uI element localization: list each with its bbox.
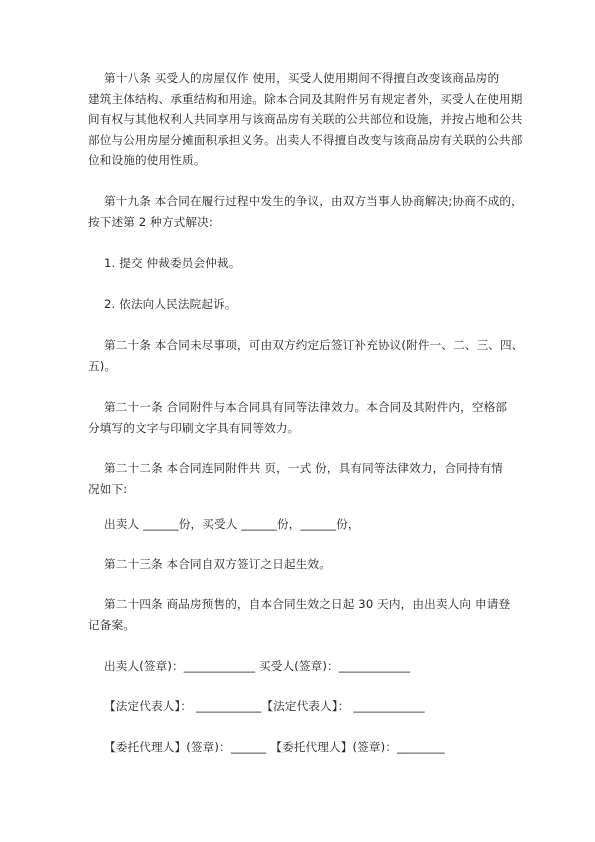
article-21-paragraph [88, 397, 540, 438]
article-18-line-1: 第十八条 买受人的房屋仅作 使用，买受人使用期间不得擅自改变该商品房的 [104, 71, 500, 85]
article-21-line-2: 分填写的文字与印刷文字具有同等效力。 [88, 420, 300, 435]
article-19-line-2: 按下述第 2 种方式解决: [88, 214, 213, 229]
signature-seller-buyer: 出卖人(签章)：____________ 买受人(签章)：____________ [104, 659, 411, 673]
article-24-paragraph [88, 594, 540, 635]
article-18-line-2: 建筑主体结构、承重结构和用途。除本合同及其附件另有规定者外，买受人在使用期 [88, 91, 523, 106]
article-22-line-2: 况如下: [88, 481, 128, 496]
article-18-paragraph [88, 68, 540, 171]
article-21-line-1: 第二十一条 合同附件与本合同具有同等法律效力。本合同及其附件内，空格部 [104, 400, 508, 414]
article-18-line-3: 间有权与其他权利人共同享用与该商品房有关联的公共部位和设施，并按占地和公共 [88, 112, 523, 126]
article-18-line-5: 位和设施的使用性质。 [88, 153, 206, 167]
signature-authorized-agents: 【委托代理人】(签章)：______ 【委托代理人】(签章)：________ [104, 740, 445, 754]
article-20-line-1: 第二十条 本合同未尽事项，可由双方约定后签订补充协议(附件一、二、三、四、 [104, 338, 524, 352]
dispute-option-2: 2. 依法向人民法院起诉。 [104, 297, 237, 311]
article-22-line-1: 第二十二条 本合同连同附件共 页，一式 份，具有同等法律效力，合同持有情 [104, 461, 504, 475]
article-24-line-1: 第二十四条 商品房预售的，自本合同生效之日起 30 天内，由出卖人向 申请登 [104, 597, 511, 611]
article-20-line-2: 五)。 [88, 358, 117, 373]
dispute-option-1: 1. 提交 仲裁委员会仲裁。 [104, 256, 241, 270]
article-19-paragraph [88, 191, 540, 232]
article-22-paragraph [88, 458, 540, 499]
contract-copies-distribution: 出卖人 ______份，买受人 ______份，______份， [104, 517, 360, 531]
article-24-line-2: 记备案。 [88, 617, 135, 632]
article-23-paragraph: 第二十三条 本合同自双方签订之日起生效。 [104, 557, 331, 571]
article-20-paragraph [88, 335, 540, 376]
article-19-line-1: 第十九条 本合同在履行过程中发生的争议，由双方当事人协商解决;协商不成的， [104, 194, 523, 208]
article-18-line-4: 部位与公用房屋分摊面积承担义务。出卖人不得擅自改变与该商品房有关联的公共部 [88, 132, 523, 147]
signature-legal-representatives: 【法定代表人】： ___________【法定代表人】： ____________ [104, 699, 425, 713]
